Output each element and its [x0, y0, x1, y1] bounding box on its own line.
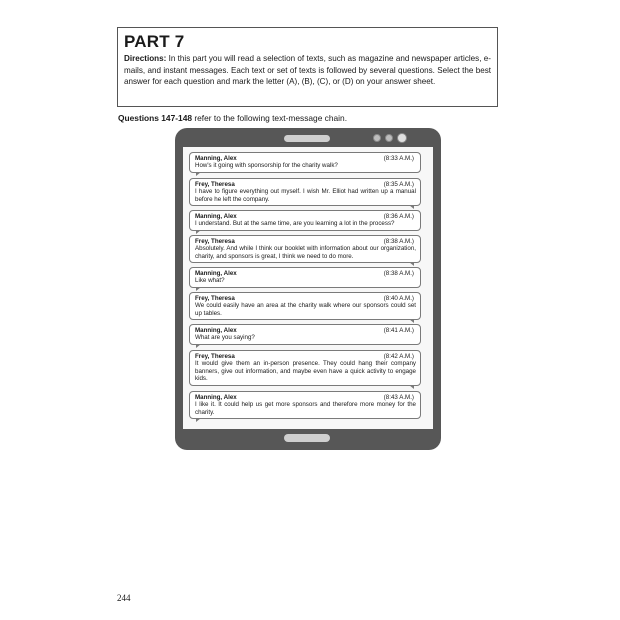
message-text: Like what?	[195, 277, 225, 285]
message-sender: Manning, Alex	[195, 213, 237, 220]
message-sender: Manning, Alex	[195, 394, 237, 401]
message-sender: Manning, Alex	[195, 270, 237, 277]
speaker-slot	[284, 135, 330, 142]
message-time: (8:41 A.M.)	[383, 327, 414, 334]
message-bubble	[189, 350, 421, 386]
message-bubble	[189, 391, 421, 419]
questions-ref-text: refer to the following text-message chain.	[192, 113, 348, 123]
message-time: (8:38 A.M.)	[383, 238, 414, 245]
message-bubble	[189, 152, 421, 173]
message-text: It would give them an in-person presence. They could hang their company banners, give out information, and maybe even have a quick activity to engage kids.	[195, 360, 416, 383]
message-text: Absolutely. And while I think our booklet with information about our organization, charity, and sponsors is great, I think we need to do more.	[195, 245, 416, 260]
message-text: We could easily have an area at the charity walk where our sponsors could set up tables.	[195, 302, 416, 317]
message-bubble	[189, 324, 421, 345]
directions-label: Directions:	[124, 54, 167, 63]
questions-range: Questions 147-148	[118, 113, 193, 123]
message-screen	[183, 147, 433, 429]
message-sender: Frey, Theresa	[195, 295, 235, 302]
message-time: (8:42 A.M.)	[383, 353, 414, 360]
camera-icon	[397, 133, 407, 143]
sensor-dot	[385, 134, 393, 142]
page-number: 244	[117, 593, 131, 603]
questions-reference	[118, 113, 347, 123]
message-text: I have to figure everything out myself. I wish Mr. Elliot had written up a manual before he left the company.	[195, 188, 416, 203]
message-text: What are you saying?	[195, 334, 255, 342]
directions-paragraph	[124, 53, 491, 88]
tablet-device	[175, 128, 441, 450]
message-text: I understand. But at the same time, are you learning a lot in the process?	[195, 220, 395, 228]
message-text: How's it going with sponsorship for the charity walk?	[195, 162, 338, 170]
message-sender: Manning, Alex	[195, 155, 237, 162]
message-time: (8:38 A.M.)	[383, 270, 414, 277]
message-bubble	[189, 210, 421, 231]
home-button	[284, 434, 330, 442]
message-time: (8:36 A.M.)	[383, 213, 414, 220]
message-bubble	[189, 292, 421, 320]
message-time: (8:43 A.M.)	[383, 394, 414, 401]
message-sender: Frey, Theresa	[195, 181, 235, 188]
sensor-dot	[373, 134, 381, 142]
message-text: I like it. It could help us get more sponsors and therefore more money for the charity.	[195, 401, 416, 416]
directions-box	[117, 27, 498, 107]
message-time: (8:33 A.M.)	[383, 155, 414, 162]
message-sender: Frey, Theresa	[195, 238, 235, 245]
part-title: PART 7	[124, 32, 185, 51]
directions-text: In this part you will read a selection of texts, such as magazine and newspaper articles, e-mails, and instant messages. Each text or set of texts is followed by several questions. Select the best answer for each question and mark the letter (A), (B), (C), or (D) on your answer sheet.	[124, 54, 491, 87]
message-sender: Frey, Theresa	[195, 353, 235, 360]
message-sender: Manning, Alex	[195, 327, 237, 334]
message-bubble	[189, 178, 421, 206]
message-time: (8:35 A.M.)	[383, 181, 414, 188]
message-time: (8:40 A.M.)	[383, 295, 414, 302]
message-bubble	[189, 235, 421, 263]
message-bubble	[189, 267, 421, 288]
